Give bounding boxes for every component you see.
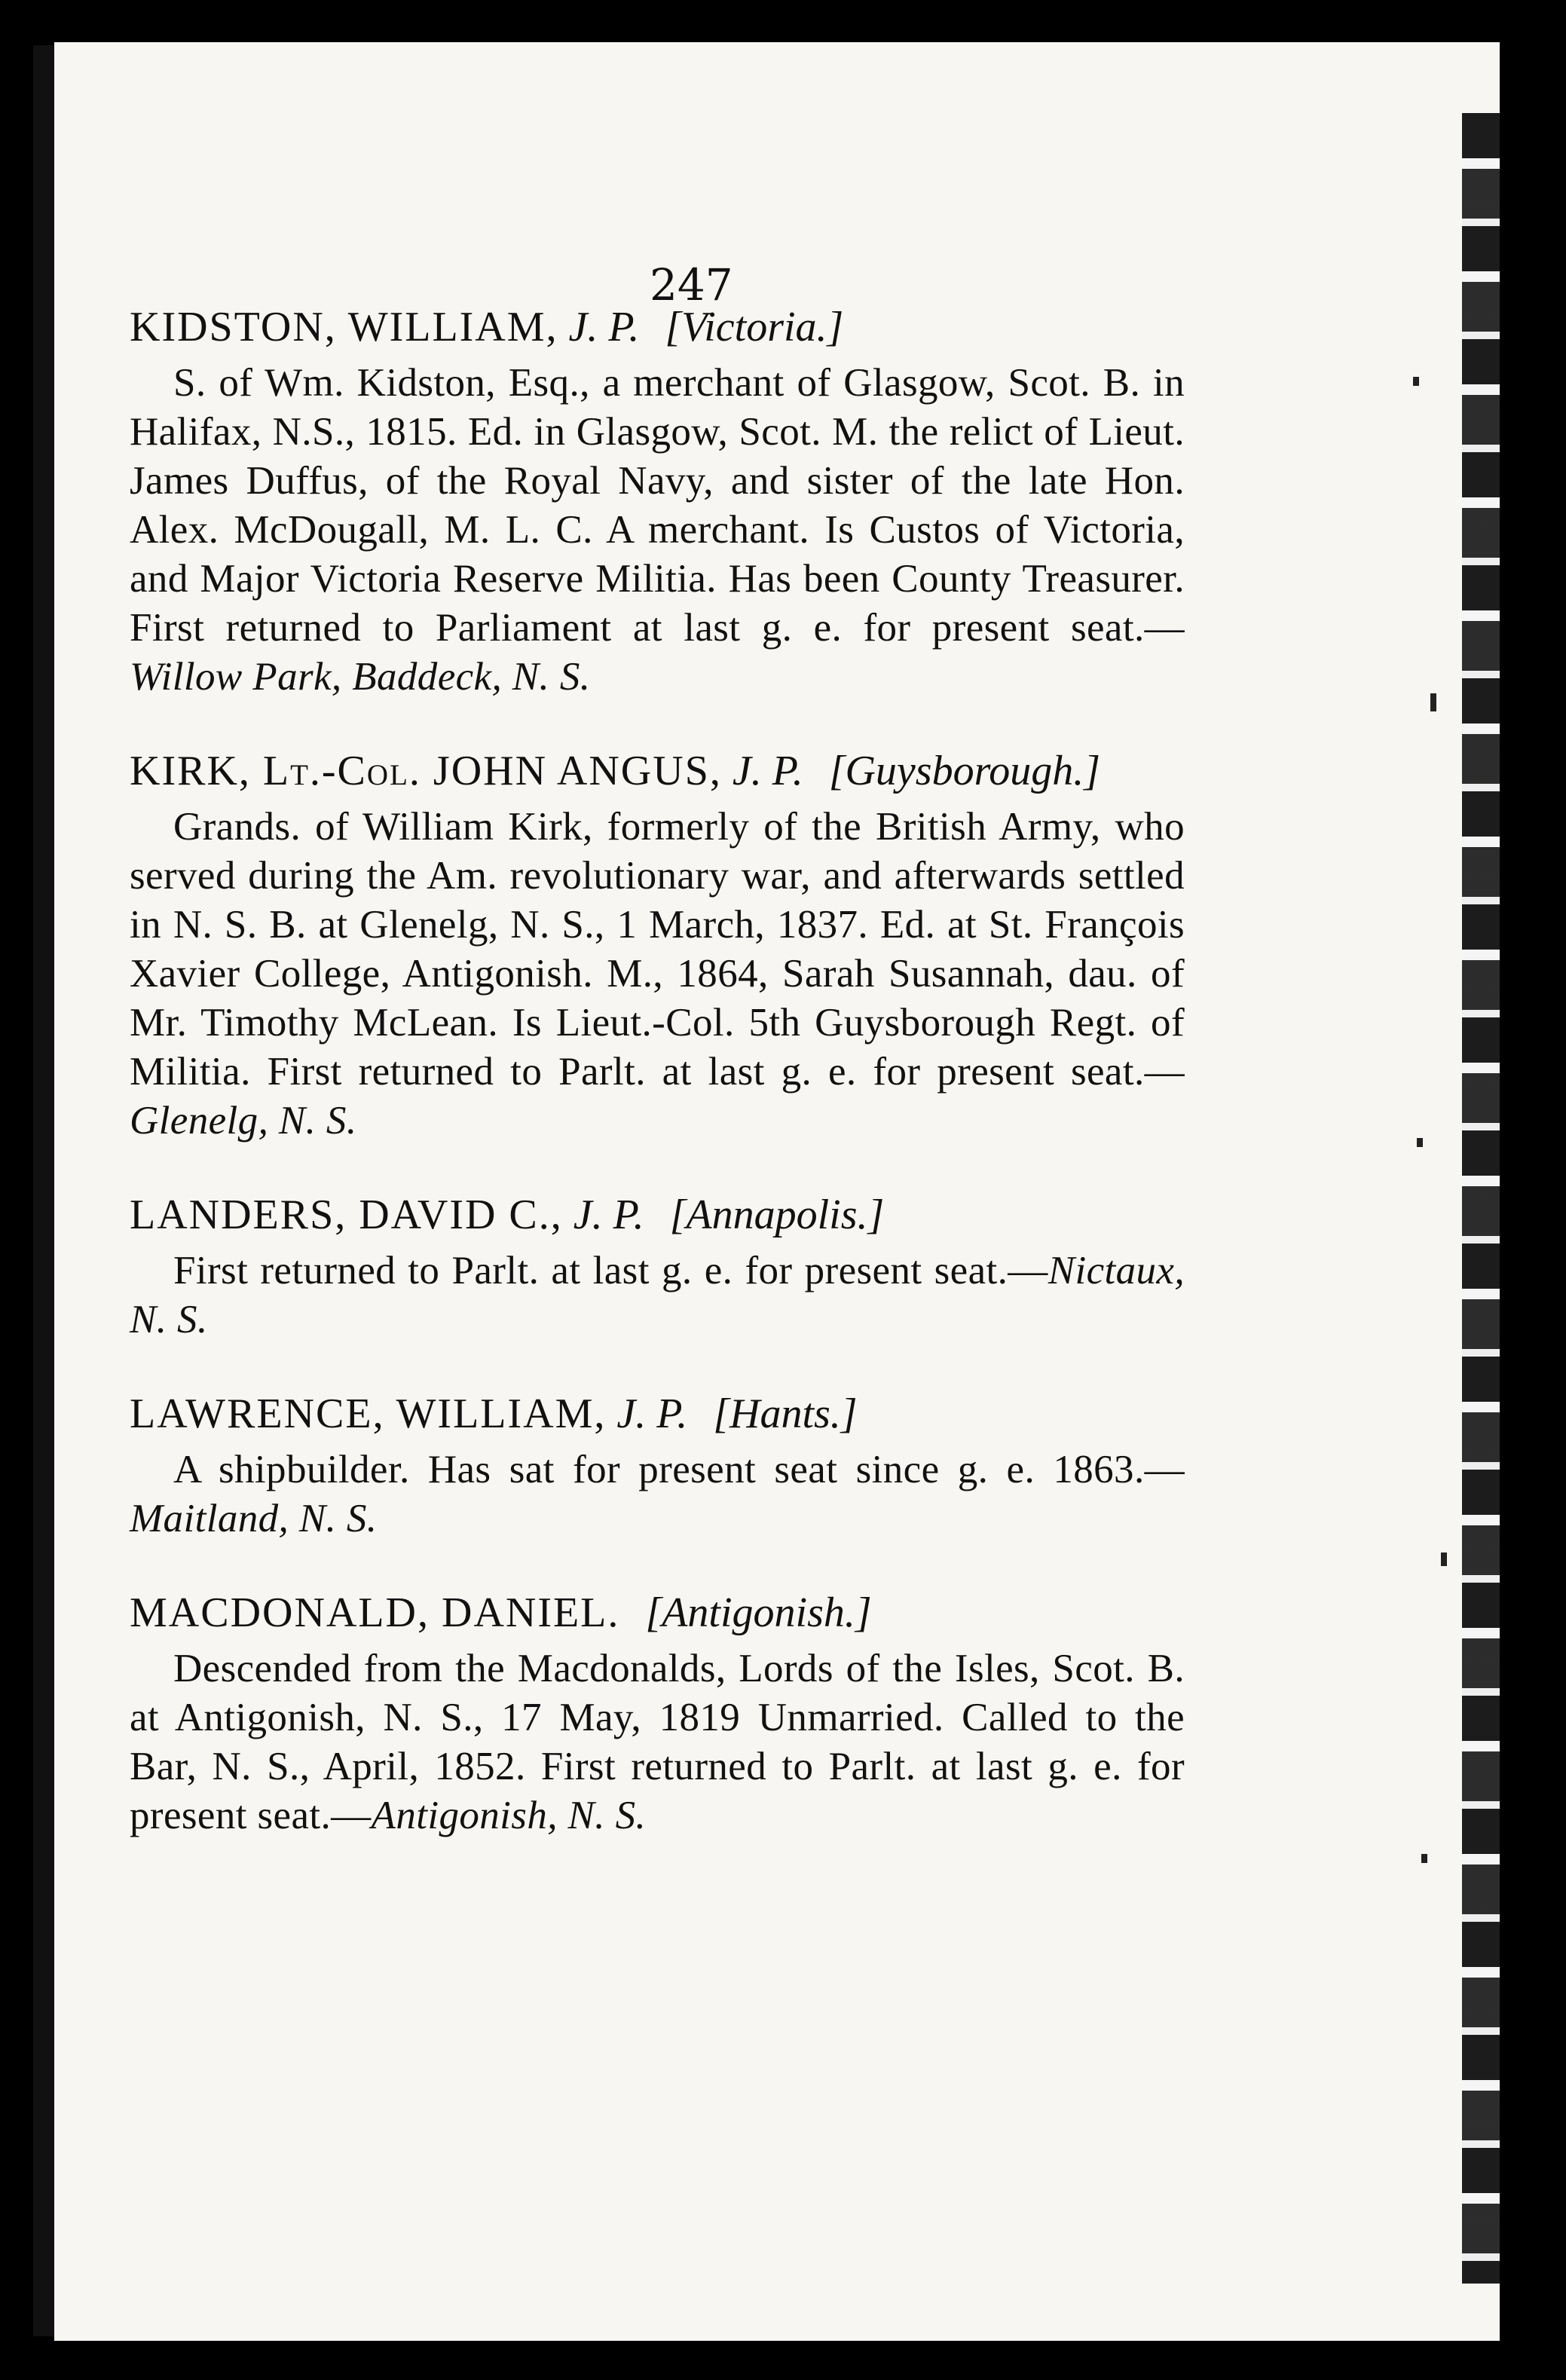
entry-landers bbox=[130, 1189, 1185, 1344]
page-left-edge bbox=[33, 45, 54, 2336]
entry-residence: Nictaux, N. S. bbox=[130, 1249, 1185, 1341]
entry-kirk bbox=[130, 745, 1185, 1146]
entry-name: KIDSTON, WILLIAM, bbox=[130, 304, 558, 350]
page-gutter-shadow bbox=[1462, 113, 1500, 2284]
entry-body bbox=[130, 1644, 1185, 1840]
entry-macdonald bbox=[130, 1587, 1185, 1840]
entry-residence: Antigonish, N. S. bbox=[371, 1794, 647, 1837]
entry-lawrence bbox=[130, 1388, 1185, 1543]
entry-text: A shipbuilder. Has sat for present seat since g. e. 1863.— bbox=[173, 1448, 1185, 1491]
entry-honor: J. P. bbox=[573, 1192, 644, 1238]
entry-heading bbox=[130, 1388, 1185, 1439]
entry-constituency: [Annapolis.] bbox=[669, 1192, 885, 1238]
entry-residence: Maitland, N. S. bbox=[130, 1497, 378, 1540]
entry-residence: Glenelg, N. S. bbox=[130, 1099, 357, 1143]
entry-constituency: [Victoria.] bbox=[665, 304, 844, 350]
entry-text: First returned to Parlt. at last g. e. for present seat.— bbox=[173, 1249, 1048, 1292]
entry-honor: J. P. bbox=[568, 304, 640, 350]
scan-speck bbox=[1421, 1854, 1427, 1863]
entry-name: LAWRENCE, WILLIAM, bbox=[130, 1390, 607, 1437]
entry-body bbox=[130, 1247, 1185, 1344]
entry-heading bbox=[130, 1189, 1185, 1240]
entry-text: S. of Wm. Kidston, Esq., a merchant of Glasgow, Scot. B. in Halifax, N.S., 1815. Ed. in Glasgow, Scot. M. the relict of Lieut. James Duffus, of the Royal Navy, and sister of the late Hon. Alex. McDougall, M. L. C. A merchant. Is Custos of Victoria, and Major Victoria Reserve Militia. Has been County Treasurer. First returned to Parliament at last g. e. for present seat.— bbox=[130, 361, 1185, 650]
entry-constituency: [Antigonish.] bbox=[645, 1589, 872, 1636]
entry-body bbox=[130, 359, 1185, 702]
entry-constituency: [Hants.] bbox=[713, 1390, 858, 1437]
scan-left-border bbox=[0, 0, 33, 2380]
entry-name: LANDERS, DAVID C., bbox=[130, 1192, 563, 1238]
entries-list bbox=[130, 301, 1185, 1884]
entry-heading bbox=[130, 1587, 1185, 1638]
entry-honor: J. P. bbox=[616, 1390, 688, 1437]
entry-heading bbox=[130, 745, 1185, 797]
entry-text: Grands. of William Kirk, formerly of the British Army, who served during the Am. revolutionary war, and afterwards settled in N. S. B. at Glenelg, N. S., 1 March, 1837. Ed. at St. François Xavier College, Antigonish. M., 1864, Sarah Susannah, dau. of Mr. Timothy McLean. Is Lieut.-Col. 5th Guysborough Regt. of Militia. First returned to Parlt. at last g. e. for present seat.— bbox=[130, 805, 1185, 1094]
scan-speck bbox=[1413, 377, 1419, 386]
entry-text: Descended from the Macdonalds, Lords of the Isles, Scot. B. at Antigonish, N. S., 17 May, 1819 Unmarried. Called to the Bar, N. S., April, 1852. First returned to Parlt. at last g. e. for present seat.— bbox=[130, 1647, 1185, 1837]
entry-name: KIRK, Lt.-Col. JOHN ANGUS, bbox=[130, 748, 722, 794]
entry-heading bbox=[130, 301, 1185, 353]
entry-body bbox=[130, 803, 1185, 1146]
page-number: 247 bbox=[650, 259, 733, 311]
entry-name: MACDONALD, DANIEL. bbox=[130, 1589, 620, 1636]
entry-kidston bbox=[130, 301, 1185, 702]
scan-speck bbox=[1441, 1553, 1447, 1566]
entry-honor: J. P. bbox=[732, 748, 803, 794]
entry-body bbox=[130, 1445, 1185, 1543]
entry-constituency: [Guysborough.] bbox=[828, 748, 1101, 794]
entry-residence: Willow Park, Baddeck, N. S. bbox=[130, 655, 591, 699]
scan-speck bbox=[1417, 1138, 1423, 1147]
scan-right-border bbox=[1500, 0, 1566, 2380]
scan-speck bbox=[1430, 693, 1436, 711]
